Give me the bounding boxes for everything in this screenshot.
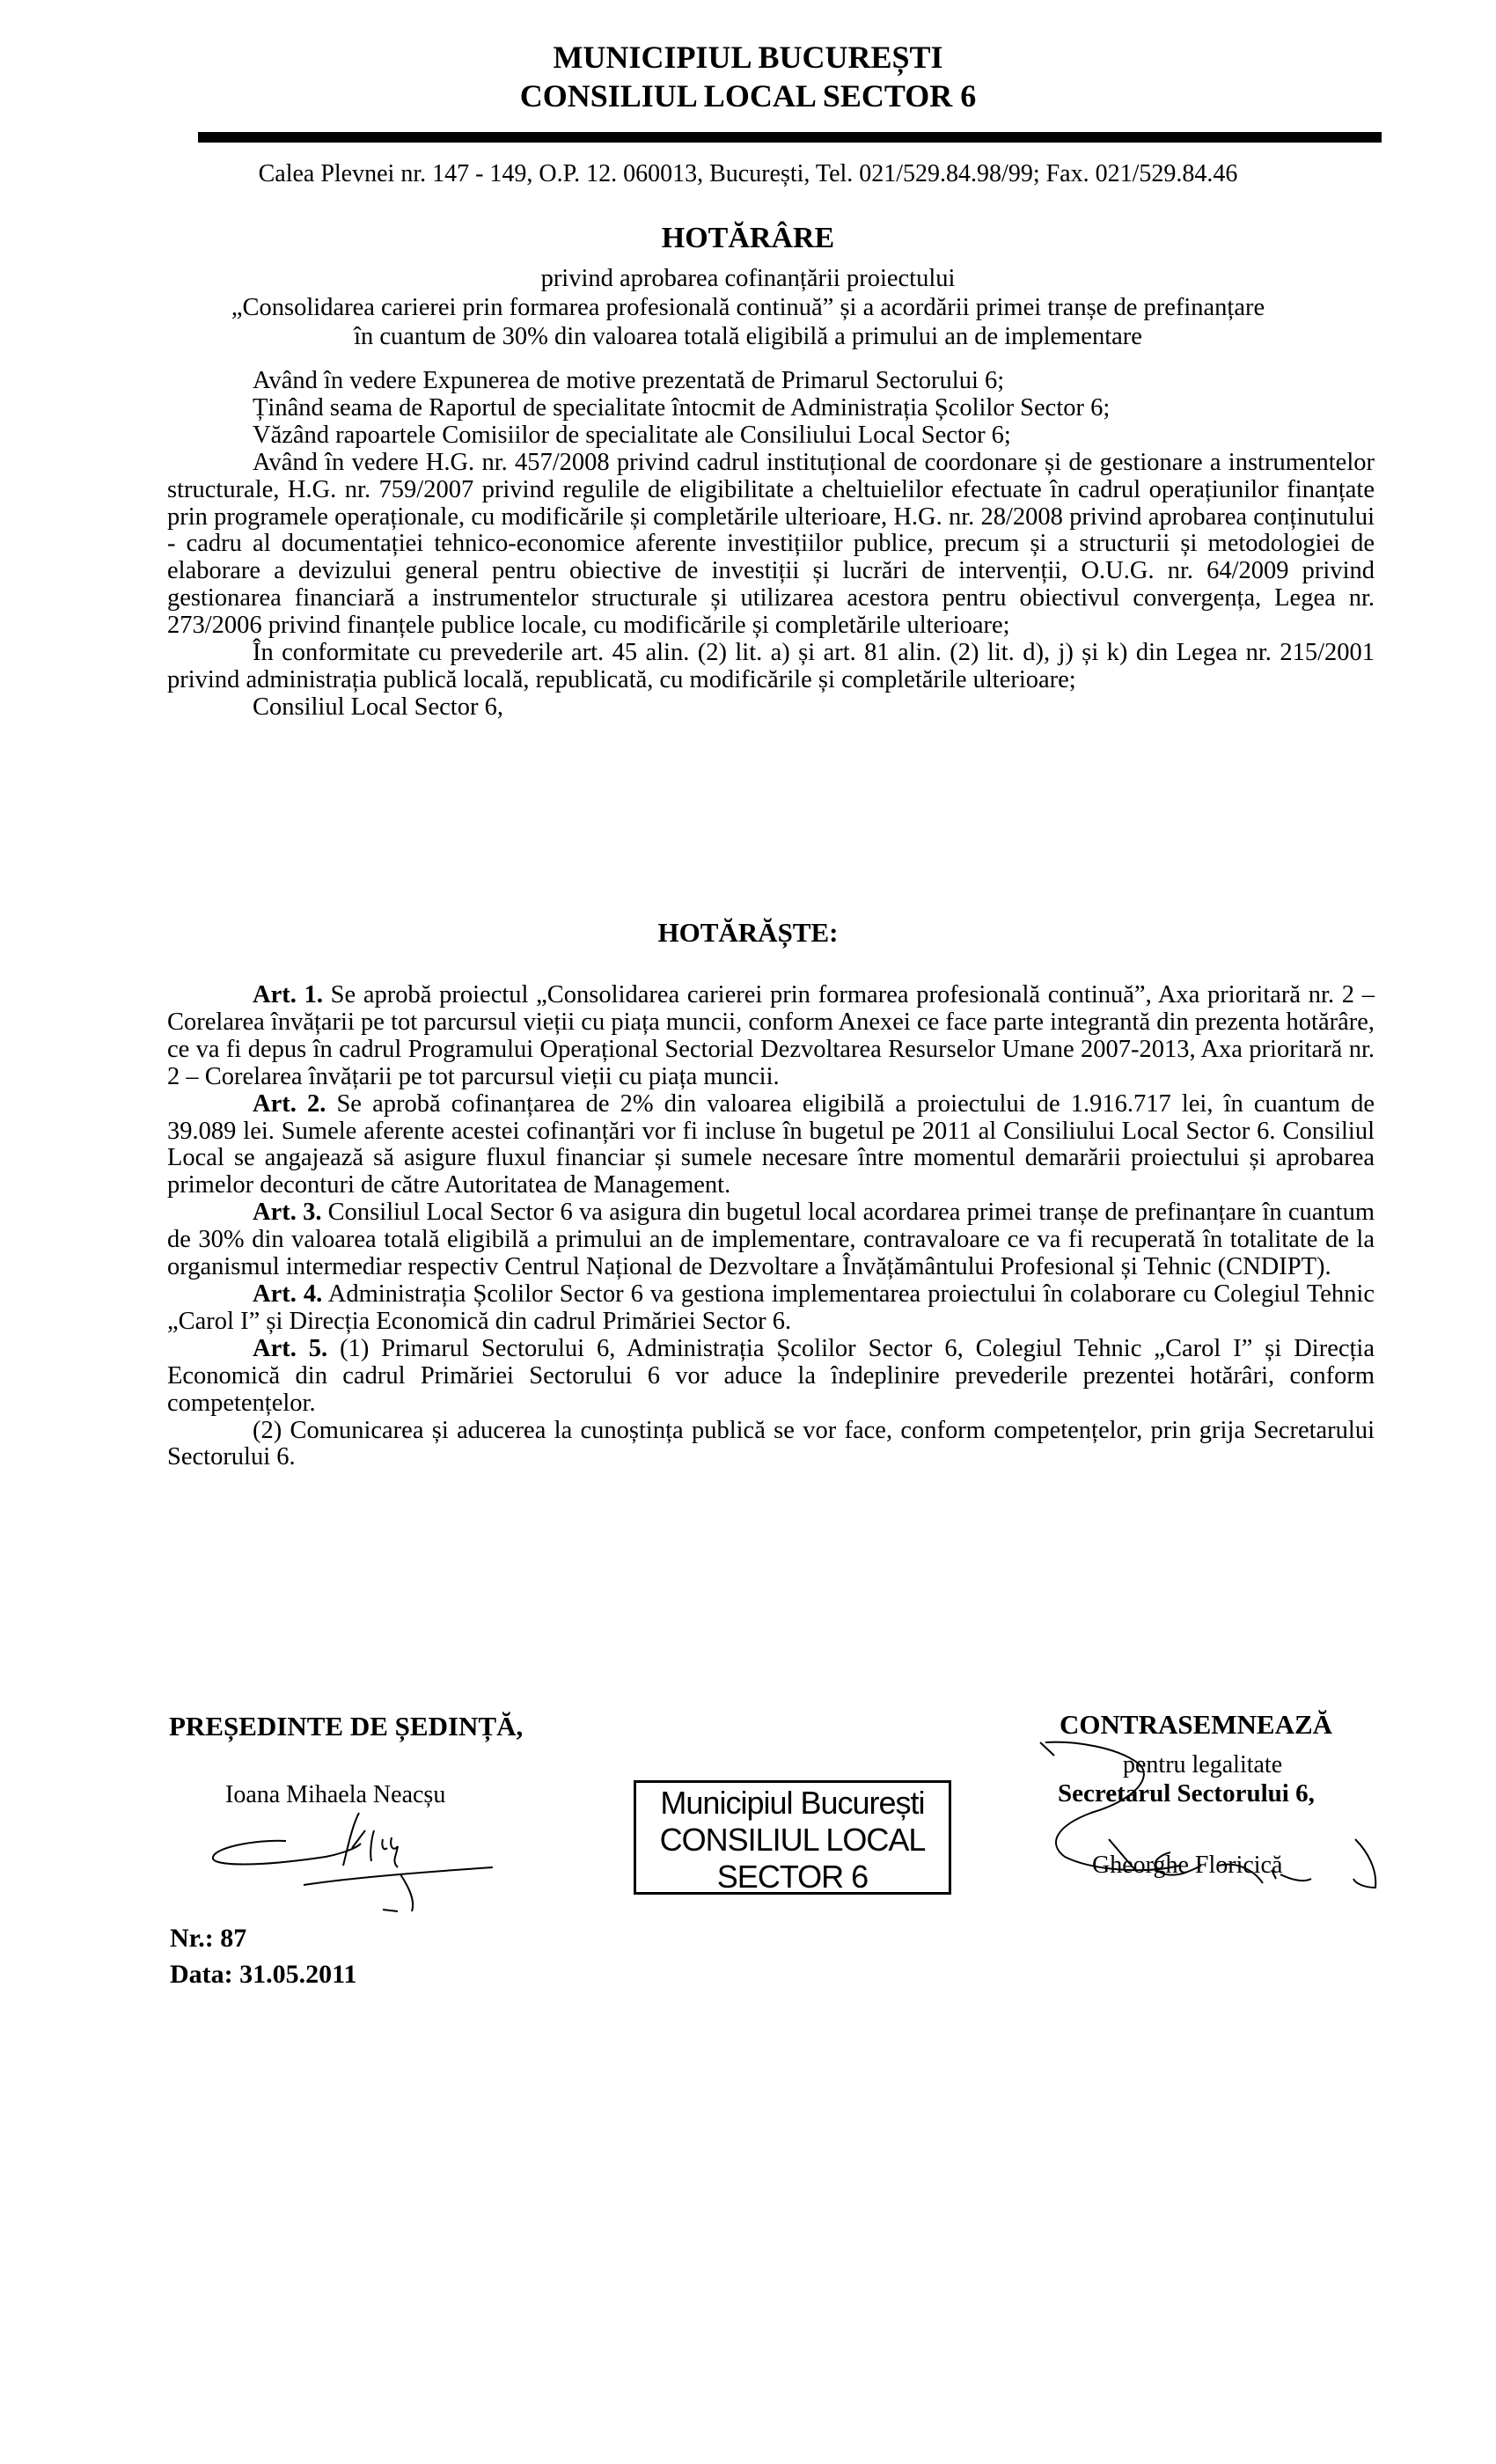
secretary-role: Secretarul Sectorului 6, [1058,1779,1315,1808]
stamp-line-3: SECTOR 6 [716,1859,869,1895]
secretary-signature-icon [1038,1738,1408,1896]
article-1 [167,982,1375,1091]
chairperson-name: Ioana Mihaela Neacșu [225,1781,446,1808]
title-subtitle-1: privind aprobarea cofinanțării proiectului [540,265,956,292]
preamble-paragraph: Având în vedere Expunerea de motive prezentată de Primarul Sectorului 6; [253,367,1005,394]
decision-date: Data: 31.05.2011 [170,1960,357,1989]
preamble [167,368,1375,722]
decision-heading: HOTĂRĂȘTE: [657,917,839,948]
article-5 [167,1336,1375,1418]
article-label: Art. 4. [253,1280,323,1308]
preamble-paragraph: Văzând rapoartele Comisiilor de specialitate ale Consiliului Local Sector 6; [253,421,1011,449]
stamp-line-2: CONSILIUL LOCAL [659,1822,926,1858]
header-council: CONSILIUL LOCAL SECTOR 6 [519,78,977,114]
article-5-paragraph-2: (2) Comunicarea și aducerea la cunoștința publică se vor face, conform competențelor, prin grija Secretarului Sectorului 6. [167,1416,1375,1471]
article-4 [167,1281,1375,1336]
preamble-paragraph: Consiliul Local Sector 6, [253,693,503,721]
article-3 [167,1199,1375,1281]
article-label: Art. 2. [253,1089,326,1118]
article-label: Art. 3. [253,1199,322,1227]
article-text: (1) Primarul Sectorului 6, Administrația Școlilor Sector 6, Colegiul Tehnic „Carol I” și Direcția Economică din cadrul Primăriei Sectorului 6 vor aduce la îndeplinire prevederile prezentei hotărâri, conform competențelor. [167,1334,1375,1417]
countersign-subtitle: pentru legalitate [1123,1751,1283,1778]
article-2 [167,1091,1375,1200]
secretary-name: Gheorghe Floricică [1092,1852,1283,1879]
header-institution: MUNICIPIUL BUCUREȘTI [553,40,943,75]
articles [167,982,1375,1471]
stamp-line-1: Municipiul București [660,1785,925,1821]
council-stamp [634,1780,951,1895]
preamble-paragraph: În conformitate cu prevederile art. 45 alin. (2) lit. a) și art. 81 alin. (2) lit. d), j) și k) din Legea nr. 215/2001 privind administrația publică locală, republicată, cu modificările și completările ulterioare; [167,639,1375,693]
preamble-paragraph: Ținând seama de Raportul de specialitate întocmit de Administrația Școlilor Sector 6; [253,393,1111,422]
article-text: Se aprobă cofinanțarea de 2% din valoarea eligibilă a proiectului de 1.916.717 lei, în cuantum de 39.089 lei. Sumele aferente acestei cofinanțări vor fi incluse în bugetul pe 2011 al Consiliului Local Sector 6. Consiliul Local se angajează să asigure fluxul financiar și sumele necesare între momentul demarării proiectului și aprobarea primelor deconturi de către Autoritatea de Management. [167,1089,1375,1199]
header-divider [198,132,1382,143]
article-label: Art. 1. [253,981,323,1008]
article-text: Se aprobă proiectul „Consolidarea carierei prin formarea profesională continuă”, Axa prioritară nr. 2 – Corelarea învățarii pe tot parcursul vieții cu piața muncii, conform Anexei ce face parte integrantă din prezenta hotărâre, ce va fi depus în cadrul Programului Operațional Sectorial Dezvoltarea Resurselor Umane 2007-2013, Axa prioritară nr. 2 – Corelarea învățarii pe tot parcursul vieții cu piața muncii. [167,981,1375,1090]
decision-number: Nr.: 87 [170,1924,247,1953]
preamble-paragraph: Având în vedere H.G. nr. 457/2008 privind cadrul instituțional de coordonare și de gestionare a instrumentelor structurale, H.G. nr. 759/2007 privind regulile de eligibilitate a cheltuielilor efectuate în cadrul operațiunilor finanțate prin programele operaționale, cu modificările și completările ulterioare, H.G. nr. 28/2008 privind aprobarea conținutului - cadru al documentației tehnico-economice aferente investițiilor publice, precum și a structurii și metodologiei de elaborare a devizului general pentru obiective de investiții și lucrări de intervenții, O.U.G. nr. 64/2009 privind gestionarea financiară a instrumentelor structurale și utilizarea acestora pentru obiectivul convergența, Legea nr. 273/2006 privind finanțele publice locale, cu modificările și completările ulterioare; [167,448,1375,640]
article-text: Consiliul Local Sector 6 va asigura din bugetul local acordarea primei tranșe de prefinanțare în cuantum de 30% din valoarea totală eligibilă a primului an de implementare, contravaloare ce va fi recuperată în totalitate de la organismul intermediar respectiv Centrul Național de Dezvoltare a Învățământului Profesional și Tehnic (CNDIPT). [167,1199,1375,1281]
document-title: HOTĂRÂRE [661,222,835,254]
header-address: Calea Plevnei nr. 147 - 149, O.P. 12. 060013, București, Tel. 021/529.84.98/99; Fax. 021/529.84.46 [258,160,1238,187]
article-label: Art. 5. [253,1334,328,1362]
chairperson-signature-icon [202,1813,519,1918]
title-subtitle-2: „Consolidarea carierei prin formarea profesională continuă” și a acordării primei tranșe de prefinanțare [231,294,1265,321]
title-subtitle-3: în cuantum de 30% din valoarea totală eligibilă a primului an de implementare [354,323,1142,350]
countersign-title: CONTRASEMNEAZĂ [1060,1709,1333,1740]
chairperson-title: PREȘEDINTE DE ȘEDINȚĂ, [169,1711,524,1742]
article-text: Administrația Școlilor Sector 6 va gestiona implementarea proiectului în colaborare cu Colegiul Tehnic „Carol I” și Direcția Economică din cadrul Primăriei Sector 6. [167,1280,1375,1335]
